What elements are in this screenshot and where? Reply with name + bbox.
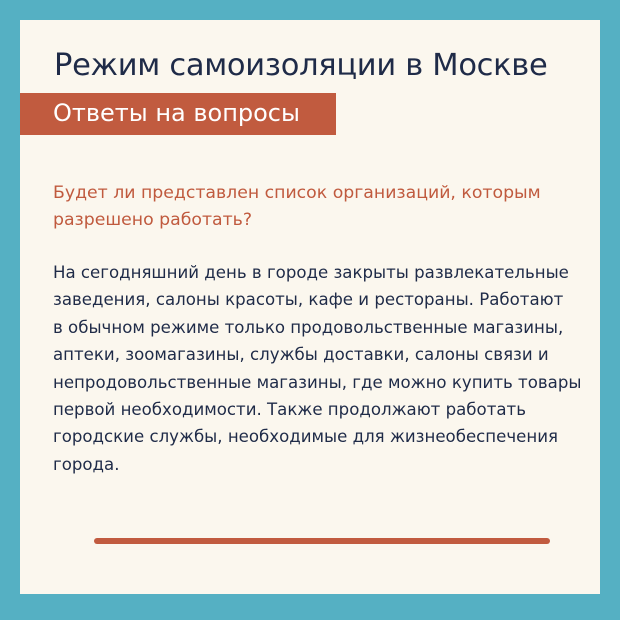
answer-line: в обычном режиме только продовольственные магазины, xyxy=(53,317,564,337)
bottom-divider xyxy=(94,538,550,544)
answer-line: города. xyxy=(53,454,120,474)
answer-text xyxy=(53,259,620,478)
question-line: Будет ли представлен список организаций, которым xyxy=(53,183,541,203)
question-line: разрешено работать? xyxy=(53,210,253,230)
question-text xyxy=(53,180,573,234)
page-title: Режим самоизоляции в Москве xyxy=(54,48,548,83)
page-subtitle: Ответы на вопросы xyxy=(53,99,300,127)
answer-line: непродовольственные магазины, где можно купить товары xyxy=(53,372,582,392)
answer-line: городские службы, необходимые для жизнеобеспечения xyxy=(53,427,558,447)
answer-line: заведения, салоны красоты, кафе и рестораны. Работают xyxy=(53,290,564,310)
answer-line: аптеки, зоомагазины, службы доставки, салоны связи и xyxy=(53,345,549,365)
content-card xyxy=(20,20,600,594)
answer-line: первой необходимости. Также продолжают работать xyxy=(53,400,526,420)
answer-line: На сегодняшний день в городе закрыты развлекательные xyxy=(53,263,569,282)
